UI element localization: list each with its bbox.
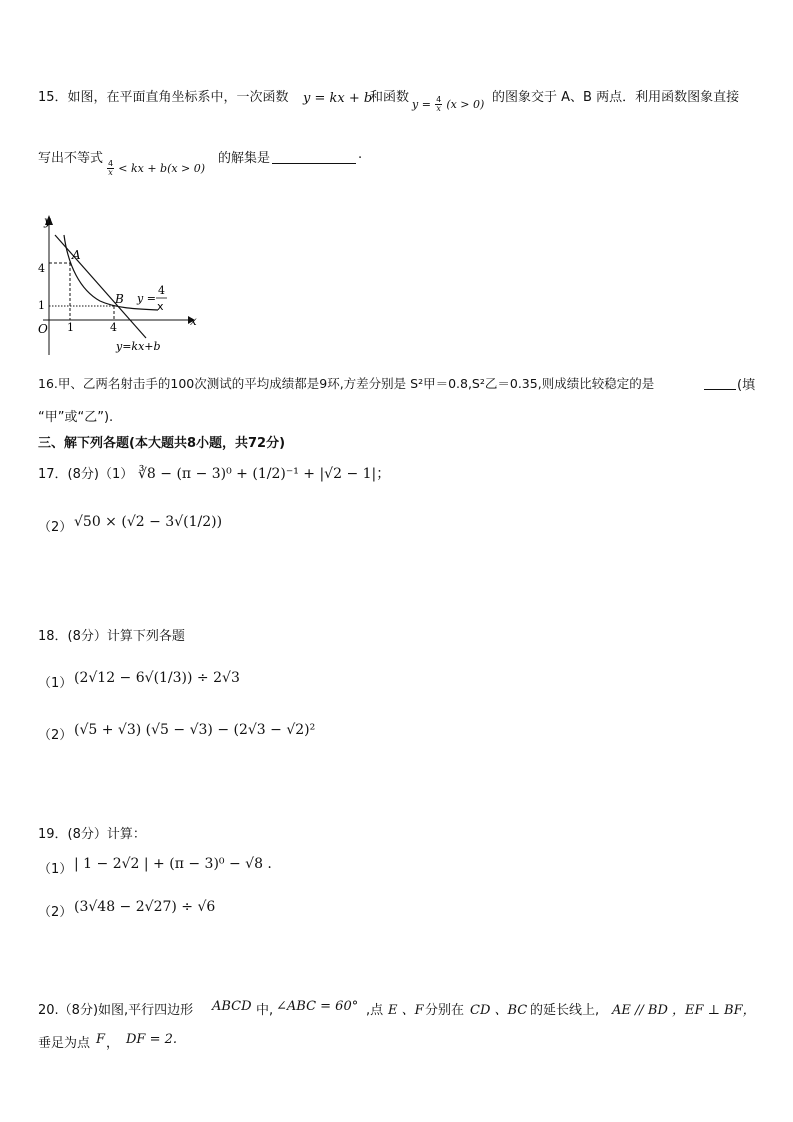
q17-part2-expression: √50 × (√2 − 3√(1/2)) <box>74 514 223 530</box>
q20-text-a: 20.（8分)如图,平行四边形 <box>38 1003 194 1018</box>
q18-part1-label: （1） <box>38 676 73 691</box>
y-axis-label: y <box>44 214 51 228</box>
q15-text-line2: 写出不等式 <box>38 151 104 166</box>
x-axis-label: x <box>190 314 197 328</box>
q15-ineq-fraction: $\frac{4}{x}$ <box>108 159 114 177</box>
q17-part2-label: （2） <box>38 520 73 535</box>
q20-df-length: DF = 2. <box>126 1032 178 1047</box>
q19-part2-expression: (3√48 − 2√27) ÷ √6 <box>74 899 216 915</box>
q18-part2-expression: (√5 + √3) (√5 − √3) − (2√3 − √2)² <box>74 722 316 738</box>
curve-label-y: y = <box>137 292 156 305</box>
q20-angle: ∠ABC = 60° <box>276 999 359 1014</box>
q15-text-c: 的图象交于 A、B 两点．利用函数图象直接 <box>492 90 740 105</box>
q18-part2-label: （2） <box>38 728 73 743</box>
q20-text-c: ,点 <box>366 1003 384 1018</box>
q16-text-fill: (填 <box>737 378 756 393</box>
q20-parallel-perpendicular: AE // BD ，EF ⊥ BF， <box>612 1003 756 1018</box>
q15-text-solution: 的解集是 <box>218 151 271 166</box>
q15-period: . <box>358 147 363 162</box>
q15-inverse-expr: y = $\frac{4}{x}$ (x > 0) <box>412 95 485 113</box>
section-3-heading: 三、解下列各题(本大题共8小题，共72分) <box>38 436 286 451</box>
q15-answer-blank[interactable] <box>272 150 356 164</box>
curve-label-denominator: x <box>157 300 164 313</box>
q16-answer-blank[interactable] <box>704 377 736 390</box>
tick-label-y1: 1 <box>38 299 45 312</box>
origin-label: O <box>38 322 48 336</box>
q19-heading: 19．(8分）计算： <box>38 827 146 842</box>
q15-graph <box>30 205 205 360</box>
q16-text: 16.甲、乙两名射击手的100次测试的平均成绩都是9环,方差分别是 S²甲＝0.8,S²乙＝0.35,则成绩比较稳定的是 <box>38 376 655 391</box>
q15-inequality: $\frac{4}{x}$ < kx + b(x > 0) <box>108 159 206 177</box>
q15-text-b: 和函数 <box>370 90 410 105</box>
tick-label-x4: 4 <box>110 321 117 334</box>
q20-sides-cd-bc: CD 、BC <box>470 1003 528 1018</box>
q18-part1-expression: (2√12 − 6√(1/3)) ÷ 2√3 <box>74 670 240 686</box>
q20-text-e: 的延长线上, <box>530 1003 600 1018</box>
q20-comma: ， <box>106 1036 120 1051</box>
tick-label-x1: 1 <box>67 321 74 334</box>
q17-heading: 17．(8分)（1） <box>38 467 134 482</box>
q19-part1-expression: | 1 − 2√2 | + (π − 3)⁰ − √8 . <box>74 856 272 872</box>
q16-text-line2: “甲”或“乙”). <box>38 410 114 425</box>
tick-label-y4: 4 <box>38 262 45 275</box>
curve-label-numerator: 4 <box>158 284 165 297</box>
q19-part2-label: （2） <box>38 905 73 920</box>
q20-text-d: 分别在 <box>425 1003 465 1018</box>
q15-text-a: 15．如图，在平面直角坐标系中，一次函数 <box>38 90 289 105</box>
q20-text-line2: 垂足为点 <box>38 1036 91 1051</box>
point-a-label: A <box>72 248 81 262</box>
q20-text-b: 中, <box>256 1003 274 1018</box>
q15-linear-expr: y = kx + b <box>303 91 373 106</box>
q18-heading: 18．(8分）计算下列各题 <box>38 629 185 644</box>
q20-parallelogram-name: ABCD <box>212 999 252 1014</box>
q20-point-f: F <box>96 1032 106 1047</box>
line-label: y=kx+b <box>116 340 161 353</box>
q17-part1-expression: ∛8 − (π − 3)⁰ + (1/2)⁻¹ + |√2 − 1|； <box>138 466 391 482</box>
q15-inverse-fraction: $\frac{4}{x}$ <box>436 95 442 113</box>
point-b-label: B <box>115 292 124 306</box>
q19-part1-label: （1） <box>38 862 73 877</box>
q20-points-ef: E 、F <box>388 1003 424 1018</box>
